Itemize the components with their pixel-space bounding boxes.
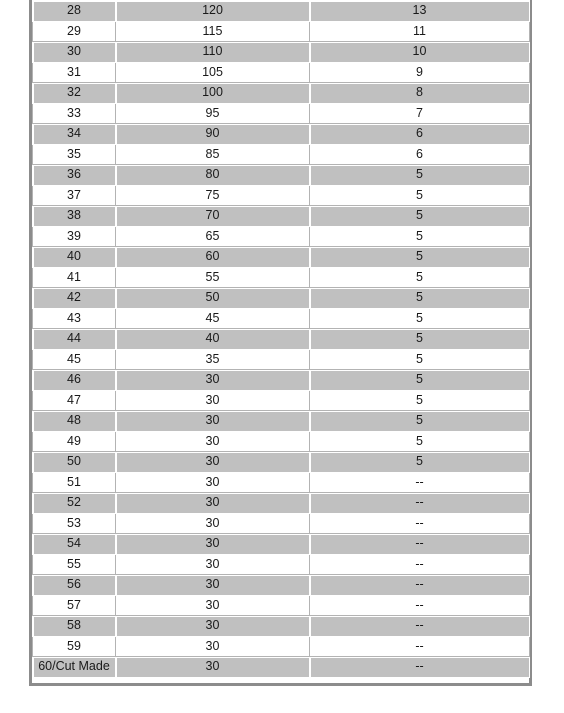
points-cell: 35 <box>116 349 310 370</box>
points-cell: 95 <box>116 103 310 124</box>
table-row <box>33 247 530 268</box>
bonus-cell: 9 <box>310 62 530 83</box>
points-cell: 105 <box>116 62 310 83</box>
table-row <box>33 83 530 104</box>
table-row <box>33 554 530 575</box>
place-cell: 60/Cut Made <box>33 657 116 678</box>
points-cell: 40 <box>116 329 310 350</box>
bonus-cell: -- <box>310 472 530 493</box>
bonus-cell: -- <box>310 616 530 637</box>
points-cell: 30 <box>116 493 310 514</box>
table-row <box>33 575 530 596</box>
points-cell: 30 <box>116 513 310 534</box>
points-cell: 30 <box>116 431 310 452</box>
table-row <box>33 452 530 473</box>
table-row <box>33 308 530 329</box>
table-row <box>33 288 530 309</box>
table-row <box>33 349 530 370</box>
place-cell: 32 <box>33 83 116 104</box>
bonus-cell: 5 <box>310 370 530 391</box>
table-row <box>33 226 530 247</box>
place-cell: 48 <box>33 411 116 432</box>
table-row <box>33 411 530 432</box>
table-row <box>33 103 530 124</box>
bonus-cell: -- <box>310 575 530 596</box>
table-row <box>33 636 530 657</box>
table-row <box>33 616 530 637</box>
bonus-cell: 5 <box>310 226 530 247</box>
bonus-cell: 11 <box>310 21 530 42</box>
table-row <box>33 431 530 452</box>
place-cell: 30 <box>33 42 116 63</box>
table-row <box>33 657 530 678</box>
place-cell: 53 <box>33 513 116 534</box>
points-cell: 50 <box>116 288 310 309</box>
bonus-cell: -- <box>310 554 530 575</box>
place-cell: 33 <box>33 103 116 124</box>
points-cell: 30 <box>116 390 310 411</box>
table-row <box>33 390 530 411</box>
place-cell: 31 <box>33 62 116 83</box>
place-cell: 55 <box>33 554 116 575</box>
bonus-cell: 7 <box>310 103 530 124</box>
points-table-body <box>33 1 530 678</box>
bonus-cell: -- <box>310 513 530 534</box>
bonus-cell: 5 <box>310 452 530 473</box>
bonus-cell: 5 <box>310 411 530 432</box>
table-row <box>33 185 530 206</box>
bonus-cell: -- <box>310 534 530 555</box>
bonus-cell: 5 <box>310 288 530 309</box>
bonus-cell: -- <box>310 595 530 616</box>
place-cell: 38 <box>33 206 116 227</box>
bonus-cell: 6 <box>310 144 530 165</box>
place-cell: 37 <box>33 185 116 206</box>
points-cell: 30 <box>116 534 310 555</box>
table-row <box>33 42 530 63</box>
bonus-cell: 5 <box>310 267 530 288</box>
place-cell: 45 <box>33 349 116 370</box>
points-cell: 75 <box>116 185 310 206</box>
table-row <box>33 493 530 514</box>
points-cell: 65 <box>116 226 310 247</box>
place-cell: 36 <box>33 165 116 186</box>
table-row <box>33 370 530 391</box>
points-cell: 30 <box>116 554 310 575</box>
points-table <box>32 0 530 678</box>
table-row <box>33 329 530 350</box>
bonus-cell: 5 <box>310 185 530 206</box>
points-cell: 100 <box>116 83 310 104</box>
bonus-cell: 5 <box>310 165 530 186</box>
table-row <box>33 62 530 83</box>
bonus-cell: 6 <box>310 124 530 145</box>
bonus-cell: 10 <box>310 42 530 63</box>
points-cell: 120 <box>116 1 310 22</box>
table-row <box>33 595 530 616</box>
place-cell: 35 <box>33 144 116 165</box>
table-row <box>33 21 530 42</box>
bonus-cell: 5 <box>310 390 530 411</box>
place-cell: 57 <box>33 595 116 616</box>
place-cell: 40 <box>33 247 116 268</box>
place-cell: 52 <box>33 493 116 514</box>
bonus-cell: 5 <box>310 308 530 329</box>
table-row <box>33 267 530 288</box>
points-cell: 85 <box>116 144 310 165</box>
place-cell: 46 <box>33 370 116 391</box>
bonus-cell: 13 <box>310 1 530 22</box>
points-cell: 30 <box>116 595 310 616</box>
points-cell: 30 <box>116 472 310 493</box>
points-table-container <box>29 0 532 686</box>
place-cell: 58 <box>33 616 116 637</box>
place-cell: 34 <box>33 124 116 145</box>
points-cell: 80 <box>116 165 310 186</box>
place-cell: 29 <box>33 21 116 42</box>
points-cell: 70 <box>116 206 310 227</box>
bonus-cell: 5 <box>310 206 530 227</box>
table-row <box>33 165 530 186</box>
place-cell: 43 <box>33 308 116 329</box>
points-cell: 30 <box>116 636 310 657</box>
points-cell: 60 <box>116 247 310 268</box>
table-row <box>33 472 530 493</box>
place-cell: 56 <box>33 575 116 596</box>
points-cell: 110 <box>116 42 310 63</box>
place-cell: 44 <box>33 329 116 350</box>
table-row <box>33 206 530 227</box>
bonus-cell: 5 <box>310 247 530 268</box>
bonus-cell: 8 <box>310 83 530 104</box>
bonus-cell: -- <box>310 636 530 657</box>
points-cell: 30 <box>116 616 310 637</box>
table-row <box>33 1 530 22</box>
points-cell: 55 <box>116 267 310 288</box>
place-cell: 51 <box>33 472 116 493</box>
bonus-cell: -- <box>310 493 530 514</box>
points-cell: 30 <box>116 411 310 432</box>
points-cell: 115 <box>116 21 310 42</box>
points-cell: 30 <box>116 575 310 596</box>
points-cell: 30 <box>116 370 310 391</box>
place-cell: 54 <box>33 534 116 555</box>
place-cell: 47 <box>33 390 116 411</box>
points-cell: 90 <box>116 124 310 145</box>
place-cell: 39 <box>33 226 116 247</box>
place-cell: 49 <box>33 431 116 452</box>
table-row <box>33 534 530 555</box>
bonus-cell: 5 <box>310 349 530 370</box>
bonus-cell: 5 <box>310 431 530 452</box>
table-row <box>33 144 530 165</box>
place-cell: 41 <box>33 267 116 288</box>
points-cell: 45 <box>116 308 310 329</box>
place-cell: 28 <box>33 1 116 22</box>
bonus-cell: -- <box>310 657 530 678</box>
bonus-cell: 5 <box>310 329 530 350</box>
table-row <box>33 124 530 145</box>
table-row <box>33 513 530 534</box>
place-cell: 42 <box>33 288 116 309</box>
place-cell: 50 <box>33 452 116 473</box>
place-cell: 59 <box>33 636 116 657</box>
points-cell: 30 <box>116 657 310 678</box>
points-cell: 30 <box>116 452 310 473</box>
